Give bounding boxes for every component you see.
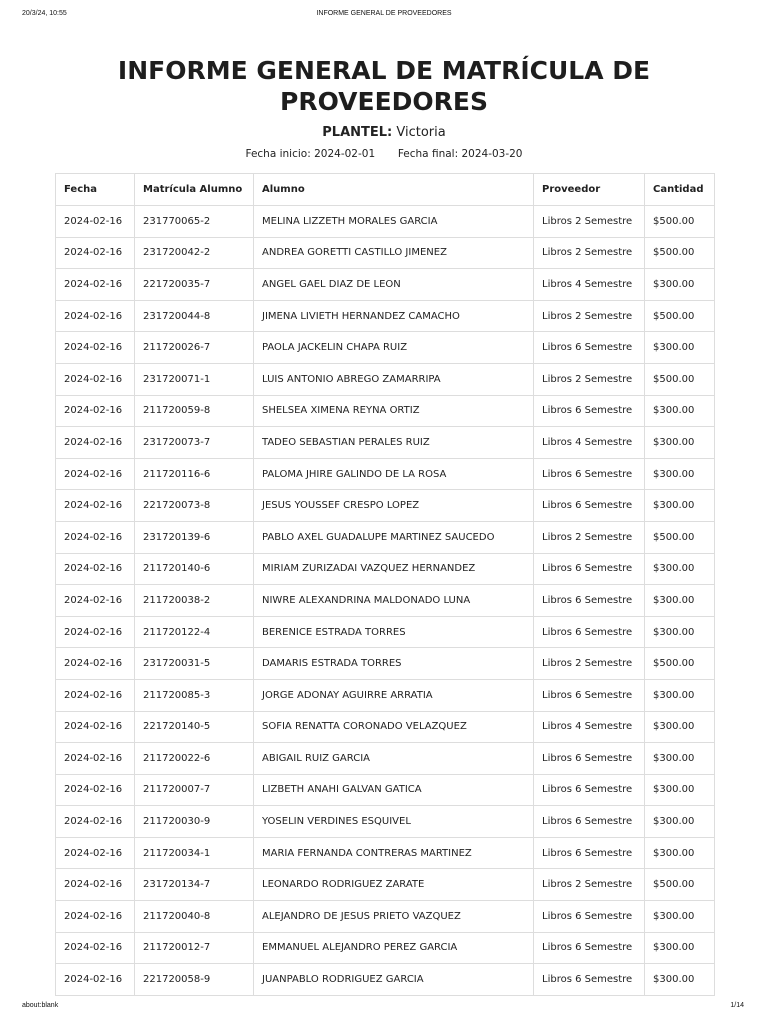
cell-proveedor: Libros 2 Semestre xyxy=(534,521,645,553)
cell-proveedor: Libros 6 Semestre xyxy=(534,616,645,648)
cell-fecha: 2024-02-16 xyxy=(56,964,135,996)
cell-cantidad: $300.00 xyxy=(645,332,715,364)
cell-alumno: ABIGAIL RUIZ GARCIA xyxy=(254,743,534,775)
cell-cantidad: $300.00 xyxy=(645,585,715,617)
cell-matricula: 221720140-5 xyxy=(135,711,254,743)
cell-alumno: YOSELIN VERDINES ESQUIVEL xyxy=(254,806,534,838)
fecha-inicio-label: Fecha inicio: xyxy=(245,148,311,160)
cell-alumno: JORGE ADONAY AGUIRRE ARRATIA xyxy=(254,679,534,711)
cell-alumno: MARIA FERNANDA CONTRERAS MARTINEZ xyxy=(254,837,534,869)
table-row xyxy=(56,237,715,269)
cell-proveedor: Libros 4 Semestre xyxy=(534,427,645,459)
cell-fecha: 2024-02-16 xyxy=(56,332,135,364)
cell-cantidad: $300.00 xyxy=(645,679,715,711)
cell-fecha: 2024-02-16 xyxy=(56,363,135,395)
cell-proveedor: Libros 4 Semestre xyxy=(534,711,645,743)
cell-cantidad: $500.00 xyxy=(645,237,715,269)
cell-matricula: 231720134-7 xyxy=(135,869,254,901)
print-title: INFORME GENERAL DE PROVEEDORES xyxy=(316,10,452,17)
cell-fecha: 2024-02-16 xyxy=(56,300,135,332)
cell-matricula: 211720012-7 xyxy=(135,932,254,964)
table-row xyxy=(56,363,715,395)
cell-proveedor: Libros 6 Semestre xyxy=(534,774,645,806)
cell-fecha: 2024-02-16 xyxy=(56,427,135,459)
header-proveedor: Proveedor xyxy=(534,174,645,206)
table-row xyxy=(56,679,715,711)
cell-matricula: 211720026-7 xyxy=(135,332,254,364)
cell-proveedor: Libros 6 Semestre xyxy=(534,585,645,617)
cell-fecha: 2024-02-16 xyxy=(56,206,135,238)
cell-alumno: BERENICE ESTRADA TORRES xyxy=(254,616,534,648)
cell-proveedor: Libros 2 Semestre xyxy=(534,206,645,238)
plantel-line xyxy=(0,125,768,140)
print-datetime: 20/3/24, 10:55 xyxy=(22,10,67,17)
cell-alumno: DAMARIS ESTRADA TORRES xyxy=(254,648,534,680)
cell-alumno: ANGEL GAEL DIAZ DE LEON xyxy=(254,269,534,301)
fecha-final-label: Fecha final: xyxy=(397,148,459,160)
cell-alumno: NIWRE ALEXANDRINA MALDONADO LUNA xyxy=(254,585,534,617)
cell-fecha: 2024-02-16 xyxy=(56,237,135,269)
page-number: 1/14 xyxy=(730,1002,744,1009)
table-row xyxy=(56,964,715,996)
fecha-final-value: 2024-03-20 xyxy=(461,148,523,160)
cell-proveedor: Libros 6 Semestre xyxy=(534,932,645,964)
cell-fecha: 2024-02-16 xyxy=(56,806,135,838)
table-row xyxy=(56,458,715,490)
enrollment-table xyxy=(55,173,715,996)
cell-alumno: LIZBETH ANAHI GALVAN GATICA xyxy=(254,774,534,806)
table-row xyxy=(56,427,715,459)
cell-alumno: ALEJANDRO DE JESUS PRIETO VAZQUEZ xyxy=(254,901,534,933)
cell-cantidad: $300.00 xyxy=(645,964,715,996)
cell-alumno: SHELSEA XIMENA REYNA ORTIZ xyxy=(254,395,534,427)
cell-proveedor: Libros 6 Semestre xyxy=(534,901,645,933)
cell-fecha: 2024-02-16 xyxy=(56,269,135,301)
table-row xyxy=(56,490,715,522)
cell-alumno: EMMANUEL ALEJANDRO PEREZ GARCIA xyxy=(254,932,534,964)
cell-matricula: 231720071-1 xyxy=(135,363,254,395)
cell-fecha: 2024-02-16 xyxy=(56,648,135,680)
cell-matricula: 211720022-6 xyxy=(135,743,254,775)
cell-matricula: 211720140-6 xyxy=(135,553,254,585)
cell-fecha: 2024-02-16 xyxy=(56,616,135,648)
cell-alumno: PALOMA JHIRE GALINDO DE LA ROSA xyxy=(254,458,534,490)
cell-cantidad: $300.00 xyxy=(645,553,715,585)
cell-alumno: PAOLA JACKELIN CHAPA RUIZ xyxy=(254,332,534,364)
table-row xyxy=(56,932,715,964)
cell-proveedor: Libros 6 Semestre xyxy=(534,964,645,996)
cell-proveedor: Libros 2 Semestre xyxy=(534,363,645,395)
cell-alumno: LEONARDO RODRIGUEZ ZARATE xyxy=(254,869,534,901)
cell-matricula: 231770065-2 xyxy=(135,206,254,238)
cell-alumno: ANDREA GORETTI CASTILLO JIMENEZ xyxy=(254,237,534,269)
cell-cantidad: $300.00 xyxy=(645,427,715,459)
cell-fecha: 2024-02-16 xyxy=(56,490,135,522)
cell-matricula: 211720034-1 xyxy=(135,837,254,869)
cell-cantidad: $300.00 xyxy=(645,774,715,806)
table-row xyxy=(56,206,715,238)
cell-fecha: 2024-02-16 xyxy=(56,395,135,427)
cell-matricula: 211720007-7 xyxy=(135,774,254,806)
table-row xyxy=(56,395,715,427)
date-range xyxy=(0,148,768,160)
cell-proveedor: Libros 2 Semestre xyxy=(534,237,645,269)
print-footer xyxy=(0,1002,768,1014)
cell-matricula: 231720042-2 xyxy=(135,237,254,269)
cell-cantidad: $500.00 xyxy=(645,206,715,238)
cell-cantidad: $300.00 xyxy=(645,269,715,301)
table-row xyxy=(56,901,715,933)
cell-fecha: 2024-02-16 xyxy=(56,553,135,585)
header-fecha: Fecha xyxy=(56,174,135,206)
cell-matricula: 231720073-7 xyxy=(135,427,254,459)
cell-matricula: 231720139-6 xyxy=(135,521,254,553)
cell-matricula: 211720038-2 xyxy=(135,585,254,617)
header-alumno: Alumno xyxy=(254,174,534,206)
table-row xyxy=(56,711,715,743)
cell-proveedor: Libros 2 Semestre xyxy=(534,869,645,901)
cell-fecha: 2024-02-16 xyxy=(56,585,135,617)
table-row xyxy=(56,521,715,553)
table-row xyxy=(56,869,715,901)
cell-fecha: 2024-02-16 xyxy=(56,837,135,869)
cell-fecha: 2024-02-16 xyxy=(56,711,135,743)
cell-matricula: 231720031-5 xyxy=(135,648,254,680)
header-matricula: Matrícula Alumno xyxy=(135,174,254,206)
cell-proveedor: Libros 6 Semestre xyxy=(534,490,645,522)
cell-cantidad: $500.00 xyxy=(645,300,715,332)
plantel-label: PLANTEL: xyxy=(322,125,393,140)
cell-matricula: 211720116-6 xyxy=(135,458,254,490)
cell-matricula: 211720030-9 xyxy=(135,806,254,838)
cell-cantidad: $300.00 xyxy=(645,837,715,869)
cell-alumno: TADEO SEBASTIAN PERALES RUIZ xyxy=(254,427,534,459)
cell-cantidad: $300.00 xyxy=(645,711,715,743)
cell-fecha: 2024-02-16 xyxy=(56,932,135,964)
cell-alumno: JESUS YOUSSEF CRESPO LOPEZ xyxy=(254,490,534,522)
cell-proveedor: Libros 2 Semestre xyxy=(534,648,645,680)
table-body xyxy=(56,206,715,996)
cell-proveedor: Libros 6 Semestre xyxy=(534,679,645,711)
table-row xyxy=(56,332,715,364)
cell-proveedor: Libros 6 Semestre xyxy=(534,837,645,869)
cell-matricula: 211720085-3 xyxy=(135,679,254,711)
cell-alumno: JUANPABLO RODRIGUEZ GARCIA xyxy=(254,964,534,996)
cell-cantidad: $300.00 xyxy=(645,743,715,775)
cell-fecha: 2024-02-16 xyxy=(56,901,135,933)
cell-fecha: 2024-02-16 xyxy=(56,679,135,711)
cell-alumno: JIMENA LIVIETH HERNANDEZ CAMACHO xyxy=(254,300,534,332)
cell-matricula: 221720073-8 xyxy=(135,490,254,522)
cell-alumno: SOFIA RENATTA CORONADO VELAZQUEZ xyxy=(254,711,534,743)
cell-cantidad: $300.00 xyxy=(645,458,715,490)
cell-proveedor: Libros 4 Semestre xyxy=(534,269,645,301)
cell-fecha: 2024-02-16 xyxy=(56,743,135,775)
cell-proveedor: Libros 6 Semestre xyxy=(534,743,645,775)
header-cantidad: Cantidad xyxy=(645,174,715,206)
table-row xyxy=(56,806,715,838)
cell-proveedor: Libros 6 Semestre xyxy=(534,553,645,585)
cell-fecha: 2024-02-16 xyxy=(56,869,135,901)
cell-alumno: MELINA LIZZETH MORALES GARCIA xyxy=(254,206,534,238)
plantel-value: Victoria xyxy=(396,125,446,140)
cell-fecha: 2024-02-16 xyxy=(56,458,135,490)
table-row xyxy=(56,300,715,332)
cell-cantidad: $300.00 xyxy=(645,395,715,427)
table-row xyxy=(56,774,715,806)
cell-cantidad: $500.00 xyxy=(645,521,715,553)
table-row xyxy=(56,585,715,617)
table-row xyxy=(56,743,715,775)
cell-proveedor: Libros 6 Semestre xyxy=(534,458,645,490)
cell-cantidad: $300.00 xyxy=(645,490,715,522)
table-row xyxy=(56,616,715,648)
cell-matricula: 211720059-8 xyxy=(135,395,254,427)
cell-proveedor: Libros 6 Semestre xyxy=(534,332,645,364)
cell-fecha: 2024-02-16 xyxy=(56,774,135,806)
cell-proveedor: Libros 6 Semestre xyxy=(534,395,645,427)
cell-matricula: 211720122-4 xyxy=(135,616,254,648)
fecha-inicio-value: 2024-02-01 xyxy=(314,148,376,160)
cell-alumno: MIRIAM ZURIZADAI VAZQUEZ HERNANDEZ xyxy=(254,553,534,585)
cell-matricula: 221720058-9 xyxy=(135,964,254,996)
report-title: INFORME GENERAL DE MATRÍCULA DE PROVEEDORES xyxy=(117,56,651,116)
table-row xyxy=(56,837,715,869)
cell-matricula: 211720040-8 xyxy=(135,901,254,933)
cell-proveedor: Libros 2 Semestre xyxy=(534,300,645,332)
cell-alumno: LUIS ANTONIO ABREGO ZAMARRIPA xyxy=(254,363,534,395)
print-url: about:blank xyxy=(22,1002,59,1009)
cell-cantidad: $300.00 xyxy=(645,932,715,964)
table-row xyxy=(56,648,715,680)
table-header-row xyxy=(56,174,715,206)
table-row xyxy=(56,269,715,301)
print-header xyxy=(0,10,768,22)
cell-fecha: 2024-02-16 xyxy=(56,521,135,553)
table-row xyxy=(56,553,715,585)
cell-matricula: 231720044-8 xyxy=(135,300,254,332)
cell-cantidad: $300.00 xyxy=(645,616,715,648)
cell-cantidad: $500.00 xyxy=(645,869,715,901)
cell-matricula: 221720035-7 xyxy=(135,269,254,301)
cell-cantidad: $500.00 xyxy=(645,363,715,395)
cell-cantidad: $300.00 xyxy=(645,901,715,933)
cell-cantidad: $500.00 xyxy=(645,648,715,680)
cell-alumno: PABLO AXEL GUADALUPE MARTINEZ SAUCEDO xyxy=(254,521,534,553)
cell-proveedor: Libros 6 Semestre xyxy=(534,806,645,838)
cell-cantidad: $300.00 xyxy=(645,806,715,838)
